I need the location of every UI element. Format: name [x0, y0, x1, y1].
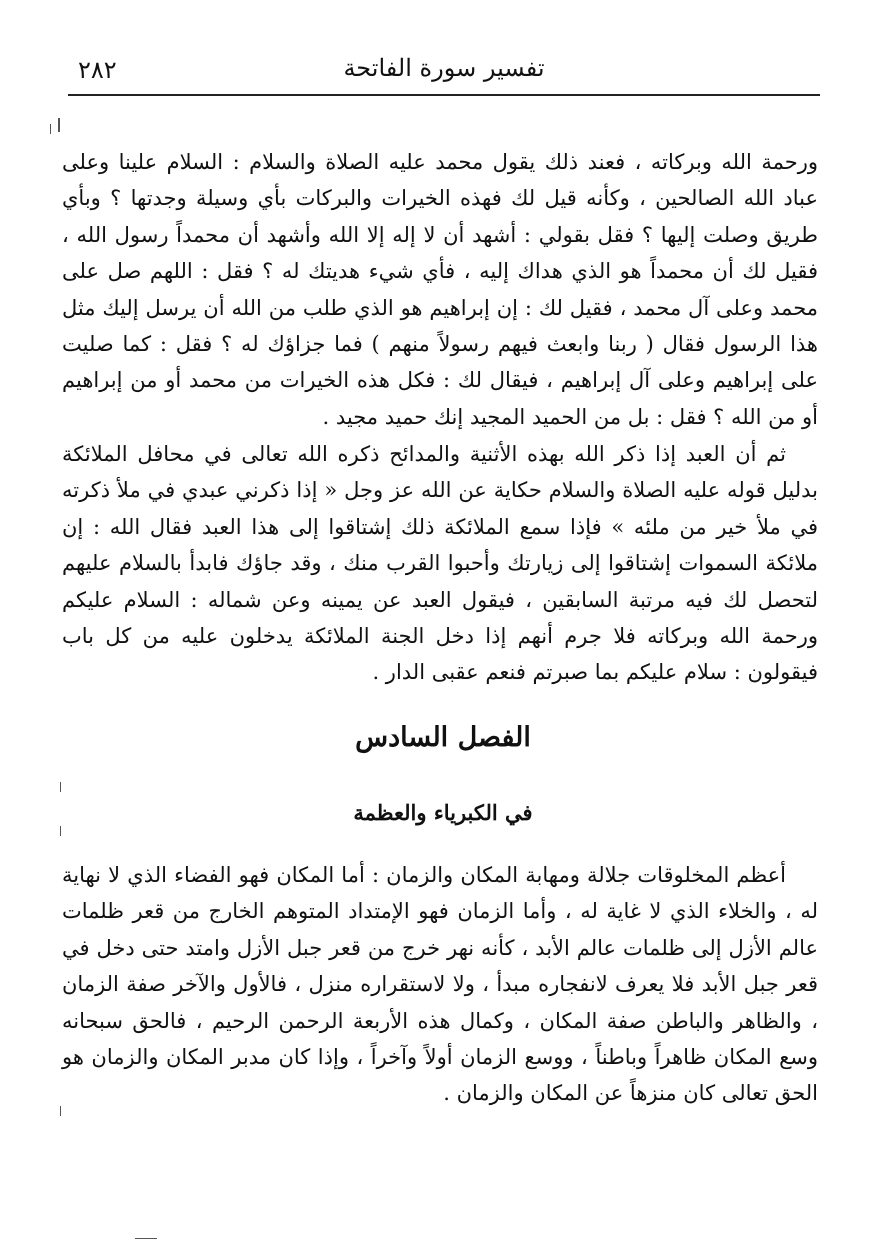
- section-heading: في الكبرياء والعظمة: [353, 800, 533, 825]
- scan-artifact: [135, 1238, 157, 1239]
- body-paragraph-3: [62, 857, 818, 1112]
- scan-artifact: [60, 1106, 61, 1116]
- paragraph-text: ثم أن العبد إذا ذكر الله بهذه الأثنية والمدائح ذكره الله تعالى في محافل الملائكة بدليل قوله عليه الصلاة والسلام حكاية عن الله عز وجل « إذا ذكرني عبدي في ملأ ذكرته في ملأ خير من ملئه » فإذا سمع الملائكة ذلك إشتاقوا إلى هذا العبد فقال الله : إن ملائكة السموات إشتاقوا إلى زيارتك وأحبوا القرب منك ، وقد جاؤك فابدأ بالسلام عليهم لتحصل لك فيه مرتبة السابقين ، فيقول العبد عن يمينه وعن شماله : السلام عليكم ورحمة الله وبركاته فلا جرم أنهم إذا دخل الجنة الملائكة يدخلون عليه من كل باب فيقولون : سلام عليكم بما صبرتم فنعم عقبى الدار .: [62, 442, 818, 685]
- body-paragraph-2: [62, 436, 818, 691]
- chapter-heading: الفصل السادس: [355, 722, 531, 753]
- paragraph-text: ورحمة الله وبركاته ، فعند ذلك يقول محمد عليه الصلاة والسلام : السلام علينا وعلى عباد الله الصالحين ، وكأنه قيل لك فهذه الخيرات والبركات بأي وسيلة وجدتها ؟ وبأي طريق وصلت إليها ؟ فقل بقولي : أشهد أن لا إله إلا الله وأشهد أن محمداً رسول الله ، فقيل لك أن محمداً هو الذي هداك إليه ، فأي شيء هديتك له ؟ فقل : اللهم صل على محمد وعلى آل محمد ، فقيل لك : إن إبراهيم هو الذي طلب من الله أن يرسل إليك مثل هذا الرسول فقال ( ربنا وابعث فيهم رسولاً منهم ) فما جزاؤك له ؟ فقل : كما صليت على إبراهيم وعلى آل إبراهيم ، فيقال لك : فكل هذه الخيرات من محمد أو من إبراهيم أو من الله ؟ فقل : بل من الحميد المجيد إنك حميد مجيد .: [62, 150, 818, 429]
- page-number: ٢٨٢: [78, 56, 117, 84]
- scan-artifact: [60, 782, 61, 792]
- body-paragraph-1: [62, 144, 818, 435]
- scan-artifact: [50, 124, 51, 134]
- page-header: [68, 50, 820, 96]
- scan-artifact: [58, 118, 60, 132]
- paragraph-text: أعظم المخلوقات جلالة ومهابة المكان والزمان : أما المكان فهو الفضاء الذي لا نهاية له ، والخلاء الذي لا غاية له ، وأما الزمان فهو الإمتداد المتوهم الخارج من قعر ظلمات عالم الأزل إلى ظلمات عالم الأبد ، كأنه نهر خرج من قعر جبل الأزل وامتد حتى دخل في قعر جبل الأبد فلا يعرف لانفجاره مبدأ ، ولا لاستقراره منزل ، فالأول والآخر صفة الزمان ، والظاهر والباطن صفة المكان ، وكمال هذه الأربعة الرحمن الرحيم ، فالحق سبحانه وسع المكان ظاهراً وباطناً ، ووسع الزمان أولاً وآخراً ، وإذا كان مدبر المكان والزمان هو الحق تعالى كان منزهاً عن المكان والزمان .: [62, 863, 818, 1106]
- running-title: تفسير سورة الفاتحة: [343, 54, 545, 82]
- scan-artifact: [60, 826, 61, 836]
